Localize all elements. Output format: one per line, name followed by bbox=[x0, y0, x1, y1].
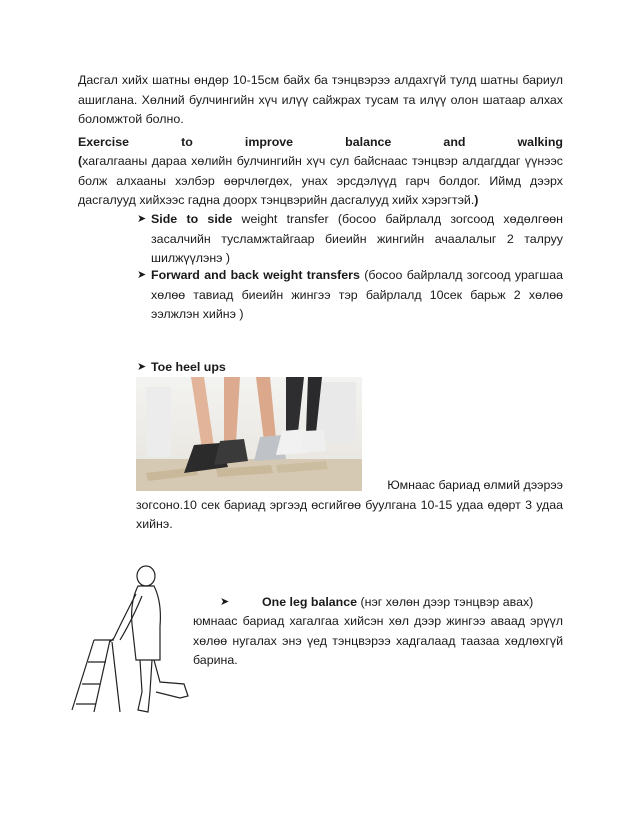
bullet-one-leg-balance bbox=[220, 593, 562, 613]
one-leg-balance-drawing bbox=[64, 562, 194, 722]
heading-word: to bbox=[181, 135, 193, 149]
bullet-title-rest: (нэг хөлөн дээр тэнцвэр авах) bbox=[357, 595, 534, 609]
toe-heel-ups-description bbox=[136, 476, 563, 535]
exercise-heading bbox=[78, 133, 563, 153]
heading-word: Exercise bbox=[78, 135, 129, 149]
bullet-title: Side to side bbox=[151, 212, 233, 226]
arrow-bullet-icon: ➤ bbox=[137, 361, 147, 373]
one-leg-balance-description: юмнаас бариад хагалгаа хийсэн хөл дээр жингээ аваад эрүүл хөлөө нугалах энэ үед тэнцвэрээ хадгалаад таазаа хөдлөхгүй барина. bbox=[193, 614, 563, 667]
heading-word: balance bbox=[345, 135, 392, 149]
toe-heel-ups-photo bbox=[136, 377, 362, 491]
intro-paragraph: Дасгал хийх шатны өндөр 10-15см байх ба тэнцвэрээ алдахгүй тулд шатны бариул ашиглана. Хөлний булчингийн хүч илүү сайжрах тусам та илүү олон шатаар алхах боломжтой болно. bbox=[78, 73, 563, 126]
toe-text-rest: зогсоно.10 сек бариад эргээд өсгийгөө буулгана 10-15 удаа өдөрт 3 удаа хийнэ. bbox=[136, 497, 563, 531]
heading-word: improve bbox=[244, 135, 294, 149]
bullet-toe-heel-ups bbox=[137, 358, 351, 378]
heading-word: and bbox=[443, 135, 466, 149]
arrow-bullet-icon: ➤ bbox=[220, 596, 230, 608]
bullet-forward-back bbox=[137, 266, 563, 325]
note-open-paren: ( bbox=[78, 154, 83, 168]
toe-text-first-line: Юмнаас бариад өлмий дээрээ bbox=[387, 478, 563, 492]
bullet-title: One leg balance bbox=[262, 595, 358, 609]
arrow-bullet-icon: ➤ bbox=[137, 213, 147, 225]
note-close-paren: ) bbox=[474, 193, 479, 207]
bullet-title: Forward and back weight transfers bbox=[151, 268, 360, 282]
bullet-text: (босоо байрлалд зогсоод урагшаа хөлөө тавиад биеийн жингээ тэр байрлалд 10сек барьж 2 хөлөө ээлжлэн хийнэ ) bbox=[151, 268, 563, 321]
bullet-side-to-side bbox=[137, 210, 564, 269]
note-text: хагалгааны дараа хөлийн булчингийн хүч сул байснаас тэнцвэр алдагддаг үүнээс болж алхааны хэлбэр өөрчлөгдөх, унах эрсдэлүүд гарч болдог. Иймд дээрх дасгалууд хийхээс гадна доорх тэнцвэрийн дасгалууд хийх хэрэгтэй. bbox=[78, 154, 563, 207]
bullet-text: weight transfer (босоо байрлалд зогсоод хөдөлгөөн засалчийн тусламжтайгаар биеийн жингийн ачаалалыг 2 талруу шилжүүлэнэ ) bbox=[151, 212, 564, 265]
bullet-title: Toe heel ups bbox=[151, 360, 226, 374]
heading-word: walking bbox=[517, 135, 563, 149]
arrow-bullet-icon: ➤ bbox=[137, 269, 147, 281]
exercise-note bbox=[78, 152, 563, 211]
